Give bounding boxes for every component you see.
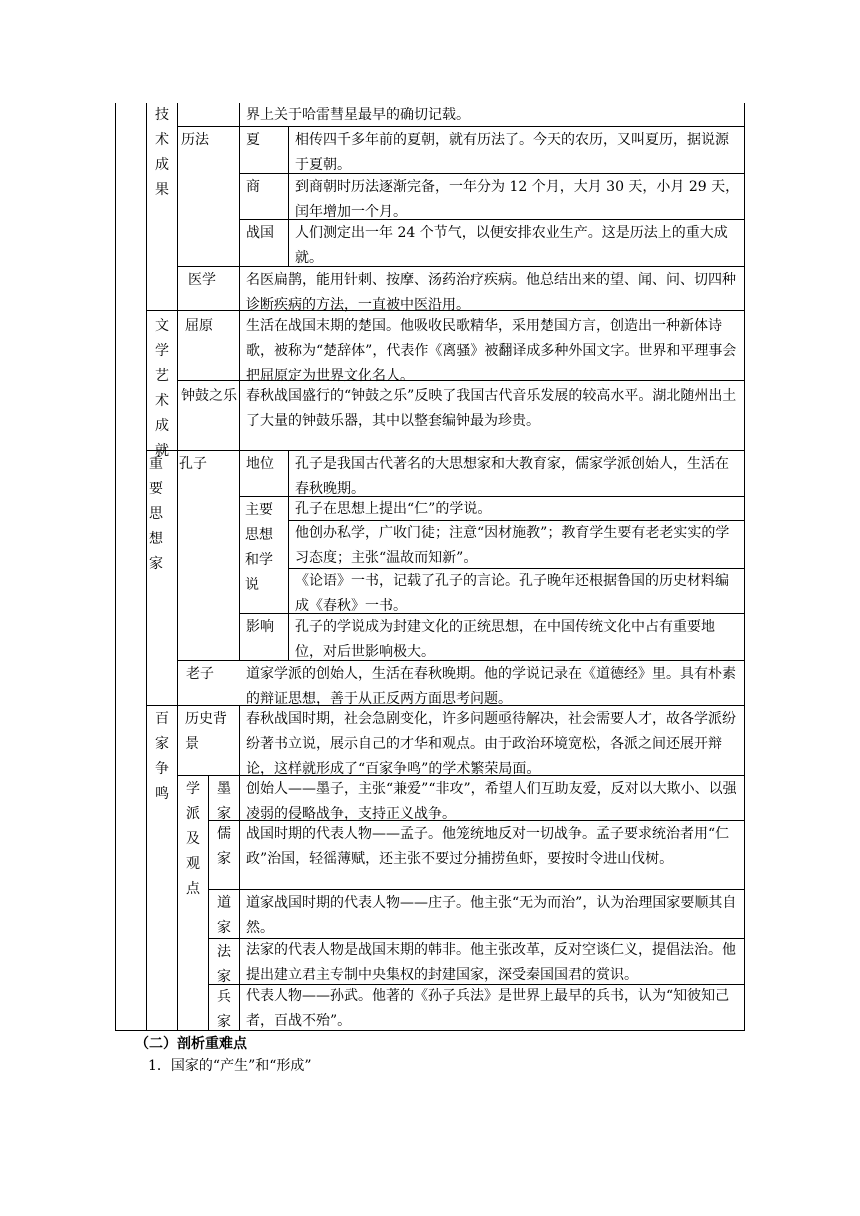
bells-drums-text: 春秋战国盛行的“钟鼓之乐”反映了我国古代音乐发展的较高水平。湖北随州出土了大量的钟鼓乐器，其中以整套编钟最为珍贵。 (246, 388, 737, 429)
confucius-thought-analects: 《论语》一书，记载了孔子的言论。孔子晚年还根据鲁国的历史材料编成《春秋》一书。 (295, 573, 729, 614)
comet-record-text: 界上关于哈雷彗星最早的确切记载。 (246, 107, 470, 123)
schools-heading: 百家争鸣 (155, 711, 169, 802)
school-military: 兵家 (217, 989, 231, 1030)
school-confucian-text: 战国时期的代表人物——孟子。他笼统地反对一切战争。孟子要求统治者用“仁政”治国，轻徭薄赋，还主张不要过分捕捞鱼虾，要按时令进山伐树。 (246, 826, 730, 867)
school-legalist-text: 法家的代表人物是战国末期的韩非。他主张改革，反对空谈仁义，提倡法治。他提出建立君主专制中央集权的封建国家，深受秦国国君的赏识。 (246, 942, 736, 983)
section-title: （二）剖析重难点 (135, 1036, 247, 1052)
calendar-period-xia: 夏 (246, 132, 260, 148)
arts-heading: 文学艺术成就 (155, 318, 169, 459)
confucius-thought-label: 主要思想和学说 (245, 502, 273, 593)
laozi-name: 老子 (186, 666, 214, 682)
confucius-status-text: 孔子是我国古代著名的大思想家和大教育家，儒家学派创始人，生活在春秋晚期。 (295, 456, 729, 497)
calendar-text-xia: 相传四千多年前的夏朝，就有历法了。今天的农历，又叫夏历，据说源于夏朝。 (295, 132, 729, 173)
school-legalist: 法家 (217, 944, 231, 985)
schools-group-label: 学派及观点 (186, 781, 200, 897)
confucius-influence-text: 孔子的学说成为封建文化的正统思想，在中国传统文化中占有重要地位，对后世影响极大。 (295, 619, 715, 660)
school-daoist-text: 道家战国时期的代表人物——庄子。他主张“无为而治”，认为治理国家要顺其自然。 (246, 895, 737, 936)
calendar-period-shang: 商 (246, 179, 260, 195)
laozi-text: 道家学派的创始人，生活在春秋晚期。他的学说记录在《道德经》里。具有朴素的辩证思想，善于从正反两方面思考问题。 (246, 666, 736, 707)
background-label: 历史背景 (185, 711, 227, 752)
tech-heading: 技术成果 (155, 107, 169, 198)
school-military-text: 代表人物——孙武。他著的《孙子兵法》是世界上最早的兵书，认为“知彼知己者，百战不殆”。 (246, 988, 730, 1029)
medicine-text: 名医扁鹊，能用针刺、按摩、汤药治疗疾病。他总结出来的望、闻、问、切四种诊断疾病的方法，一直被中医沿用。 (246, 272, 736, 313)
quyuan-text: 生活在战国末期的楚国。他吸收民歌精华，采用楚国方言，创造出一种新体诗歌，被称为“楚辞体”，代表作《离骚》被翻译成多种外国文字。世界和平理事会把屈原定为世界文化名人。 (246, 318, 737, 384)
footer-item-1: 1．国家的“产生”和“形成” (148, 1058, 312, 1074)
calendar-text-shang: 到商朝时历法逐渐完备，一年分为 12 个月，大月 30 天，小月 29 天，闰年增加一个月。 (295, 179, 740, 220)
calendar-text-warring: 人们测定出一年 24 个节气，以便安排农业生产。这是历法上的重大成就。 (295, 225, 728, 266)
quyuan-label: 屈原 (185, 318, 213, 334)
confucius-name: 孔子 (179, 456, 207, 472)
confucius-thought-education: 他创办私学，广收门徒；注意“因材施教”；教育学生要有老老实实的学习态度；主张“温故而知新”。 (295, 525, 730, 566)
school-confucian: 儒家 (217, 826, 231, 867)
medicine-label: 医学 (188, 272, 216, 288)
confucius-influence-label: 影响 (246, 619, 274, 635)
calendar-period-warring: 战国 (246, 225, 274, 241)
background-text: 春秋战国时期，社会急剧变化，许多问题亟待解决，社会需要人才，故各学派纷纷著书立说，展示自己的才华和观点。由于政治环境宽松，各派之间还展开辩论，这样就形成了“百家争鸣”的学术繁荣局面。 (246, 711, 736, 777)
calendar-label: 历法 (181, 132, 209, 148)
confucius-thought-ren: 孔子在思想上提出“仁”的学说。 (295, 501, 492, 517)
school-mohist-text: 创始人——墨子，主张“兼爱”“非攻”，希望人们互助友爱，反对以大欺小、以强凌弱的侵略战争，支持正义战争。 (246, 781, 737, 822)
school-daoist: 道家 (217, 895, 231, 936)
school-mohist: 墨家 (217, 781, 231, 822)
confucius-status-label: 地位 (246, 456, 274, 472)
bells-drums-label: 钟鼓之乐 (181, 388, 237, 404)
thinkers-heading: 重要思想家 (149, 456, 163, 572)
